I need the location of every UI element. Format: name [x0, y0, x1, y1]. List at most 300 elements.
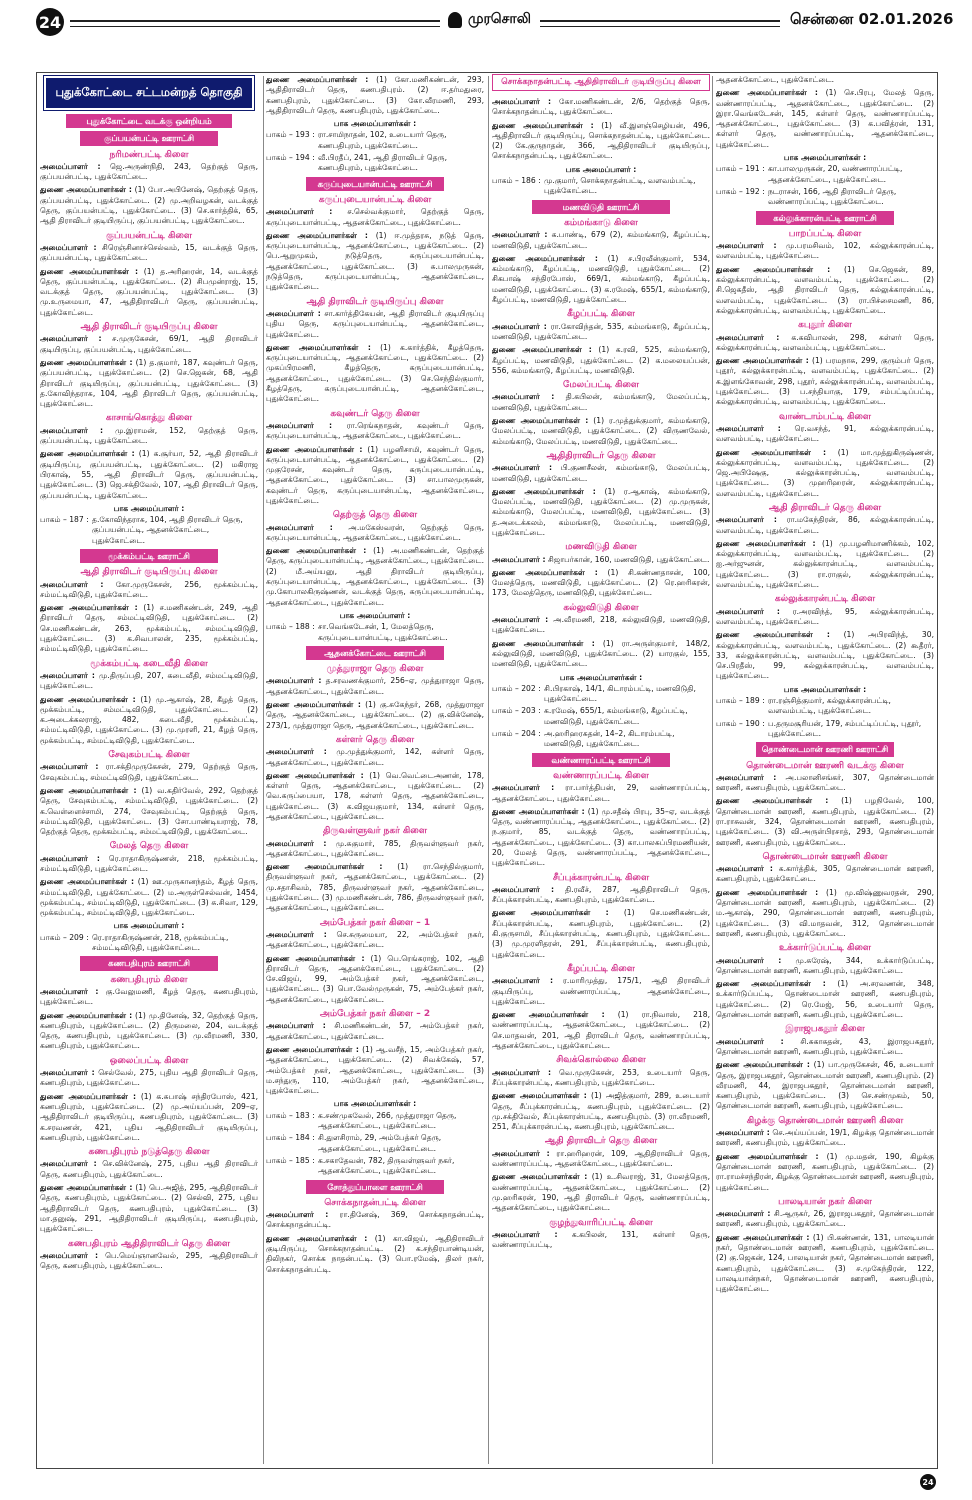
role-label: துணை அமைப்பாளர்கள் : [40, 266, 138, 276]
organiser-entry [266, 676, 484, 697]
branch-heading: நரிமண்பட்டி கிளை [109, 149, 189, 160]
column-divider [488, 76, 489, 1464]
organiser-entry [40, 1011, 258, 1052]
role-label: அமைப்பாளர் : [716, 332, 780, 342]
role-label: அமைப்பாளர் : [40, 579, 104, 589]
booth-number: பாகம் – 191 : [716, 164, 765, 174]
role-label: அமைப்பாளர் : [40, 1250, 99, 1260]
person-details: சா.வெங்கடேசன், 1, மேலத்தெரு, கருப்புடையான்பட்டி, புதுக்கோட்டை. [318, 622, 448, 642]
person-details: (1) பெ.ரெங்கராஜ், 102, ஆதி திராவிடர் தெரு, ஆதனக்கோட்டை, புதுக்கோட்டை. (2) சே.விஜய், 99, அம்பேத்கர் நகர், ஆதனக்கோட்டை, புதுக்கோட்டை. (3) பொ.வேல்முருகன், 75, அம்பேத்கர் நகர், ஆதனக்கோட்டை, புதுக்கோட்டை. [266, 953, 484, 1004]
branch-heading: கணபதிபுரம் கிளை [110, 974, 188, 985]
person-details: ரா.மகேந்திரன், 86, கல்லுக்காரன்பட்டி, வளவம்பட்டி, புதுக்கோட்டை. [716, 515, 934, 535]
branch-heading: ஆதி திராவிடர் குடியிருப்பு கிளை [80, 567, 218, 578]
person-details: (1) வீ.இளஞ்செழியன், 496, ஆதிதிராவிடர் குடியிருப்பு, சொக்கநாதன்பட்டி, புதுக்கோட்டை. (2) கே.குருநாதன், 366, ஆதிதிராவிடர் குடியிருப்பு, சொக்கநாதன்பட்டி, புதுக்கோட்டை. [492, 120, 710, 161]
role-label: துணை அமைப்பாளர்கள் : [492, 1091, 587, 1101]
booth-entry [492, 706, 710, 727]
organiser-entry [492, 416, 710, 447]
branch-heading: மூக்கம்பட்டி கடைவீதி கிளை [90, 658, 208, 669]
organiser-entry [492, 555, 710, 565]
branch-heading: ஆதி திராவிடர் குடியிருப்பு கிளை [306, 296, 444, 307]
person-details: ப.தருமசூரியன், 179, சம்பட்டிப்பட்டி, புதூர், புதுக்கோட்டை. [768, 718, 922, 738]
organiser-entry [716, 979, 934, 1020]
role-label: அமைப்பாளர் : [716, 515, 777, 525]
role-label: துணை அமைப்பாளர்கள் : [266, 342, 371, 352]
person-details: (1) அ.மணிகண்டன், தெற்குத் தெரு, கருப்புடையான்பட்டி, ஆதனக்கோட்டை, புதுக்கோட்டை. (2) மீ.அய்யனு, ஆதி திராவிடர் குடியிருப்பு, கருப்புடையான்பட்டி, ஆதனக்கோட்டை, புதுக்கோட்டை. (3) மு.கோபாலகிருஷ்ணன், வடக்குத் தெரு, கருப்புடையான்பட்டி, ஆதனக்கோட்டை, புதுக்கோட்டை. [266, 546, 484, 607]
person-details: க.பாண்டி, 679 (2), கம்மங்காடு, கீழப்பட்டி, மணவிடுதி, புதுக்கோட்டை. [492, 230, 710, 250]
organiser-entry [40, 162, 258, 183]
organiser-entry [266, 309, 484, 340]
booth-entry [40, 933, 258, 954]
role-label: அமைப்பாளர் : [716, 423, 781, 433]
person-details: ரா.கோவிந்தன், 535, கம்மங்காடு, கீழப்பட்டி, மணவிடுதி, புதுக்கோட்டை. [492, 321, 710, 341]
role-label: துணை அமைப்பாளர்கள் : [40, 185, 132, 195]
booth-number: பாகம் – 194 : [266, 153, 315, 163]
person-details: ஆதனக்கோட்டை, புதுக்கோட்டை. [716, 75, 835, 84]
organiser-entry [492, 322, 710, 343]
person-details: சி.ஆருகர், 26, இராஜபகதூர், தொண்டைமான் ஊரணி, கணபதிபுரம், புதுக்கோட்டை. [716, 1209, 934, 1229]
person-details: (1) கோ.மணிகண்டன், 293, ஆதிதிராவிடர் தெரு, கணபதிபுரம். (2) ஈ.தர்மதுரை, கணபதிபுரம், புதுக்கோட்டை. (3) கோ.வீரமணி, 293, ஆதிதிராவிடர் தெரு, கணபதிபுரம், புதுக்கோட்டை. [266, 75, 484, 115]
role-label: அமைப்பாளர் : [492, 615, 549, 625]
person-details: (1) க.சூர்யா, 52, ஆதி திராவிடர் குடியிருப்பு, குப்பயன்பட்டி, புதுக்கோட்டை. (2) மகிராஜ பிரகாஷ், 55, ஆதி திராவிடர் தெரு, குப்பயன்பட்டி, புதுக்கோட்டை. (3) ஜெ.சக்திவேல், 107, ஆதி திராவிடர் தெரு, குப்பயன்பட்டி, புதுக்கோட்டை. [40, 449, 258, 500]
person-details: (1) க.சுபாஷ் சந்திரபோஸ், 421, கணபதிபுரம், புதுக்கோட்டை. (2) மு.அய்யப்பன், 209–ஏ, ஆதிதிராவிடர் குடியிருப்பு, கணபதிபுரம், புதுக்கோட்டை. (3) க.சரவணன், 421, புதிய ஆதிதிராவிடர் குடியிருப்பு, கணபதிபுரம், புதுக்கோட்டை. [40, 1091, 258, 1142]
organiser-entry [492, 885, 710, 906]
person-details: க.சகாதேவன், 782, திருவள்ளுவர் நகர், ஆதனக்கோட்டை, புதுக்கோட்டை. [318, 1155, 455, 1176]
role-label: அமைப்பாளர் : [40, 334, 102, 344]
person-details: (1) க.கார்த்திக், கீழத்தெரு, கருப்புடையான்பட்டி, ஆதனக்கோட்டை, புதுக்கோட்டை. (2) முகப்பிரமணி, கீழத்தெரு, கருப்புடையான்பட்டி, ஆதனக்கோட்டை, புதுக்கோட்டை. (3) செ.செந்தில்குமார், கீழத்தெரு, கருப்புடையான்பட்டி, ஆதனக்கோட்டை, புதுக்கோட்டை. [266, 342, 484, 404]
person-details: ர.அரவிந்த், 95, கல்லுக்காரன்பட்டி, வளவம்பட்டி, புதுக்கோட்டை. [716, 606, 934, 626]
organiser-entry [716, 1209, 934, 1230]
organiser-entry [716, 773, 934, 794]
person-details: நடராசன், 166, ஆதி திராவிடர் தெரு, வண்ணாரப்பட்டி, புதுக்கோட்டை. [768, 186, 897, 207]
role-label: துணை அமைப்பாளர்கள் : [266, 1233, 368, 1243]
person-details: (1) ச.பிரவீன்குமார், 534, கம்மங்காடு, கீழப்பட்டி, மணவிடுதி, புதுக்கோட்டை. (2) சிகபாஷ் சந்திரபோஸ், 669/1, கம்மங்காடு, கீழப்பட்டி, மணவிடுதி, புதுக்கோட்டை. (3) க.ரமேஷ், 655/1, கம்மங்காடு, கீழப்பட்டி, மணவிடுதி, புதுக்கோட்டை. [492, 253, 710, 305]
person-details: ரா.தினேஷ், 369, சொக்கநாதன்பட்டி, சொக்கநாதன்பட்டி. [266, 1210, 484, 1230]
role-label: துணை அமைப்பாளர்கள் : [40, 785, 137, 795]
person-details: (1) உ.சிவராஜ், 31, மேலத்தெரு, வண்ணாரப்பட்டி, ஆதனக்கோட்டை, புதுக்கோட்டை. (2) மு.ஹரிகரன், 190, ஆதி திராவிடர் தெரு, வண்ணாரப்பட்டி, ஆதனக்கோட்டை, புதுக்கோட்டை. [492, 1172, 710, 1213]
organiser-entry [492, 1068, 710, 1089]
organiser-entry [492, 1149, 710, 1170]
branch-heading: திருவள்ளுவர் நகர் கிளை [323, 826, 427, 837]
organiser-entry [716, 356, 934, 407]
booth-entry [266, 130, 484, 151]
person-details: மு.குமார், சொக்கநாதன்பட்டி, வளவம்பட்டி, புதுக்கோட்டை. [544, 176, 696, 196]
person-details: (1) மு.தினேஷ், 32, தெற்குத் தெரு, கணபதிபுரம், புதுக்கோட்டை. (2) திருமலை, 204, வடக்குத் தெரு, கணபதிபுரம், புதுக்கோட்டை. (3) மு.வீரமணி, 330, கணபதிபுரம், புதுக்கோட்டை. [40, 1010, 258, 1051]
organiser-entry [492, 121, 710, 162]
column-3 [492, 74, 710, 1464]
branch-heading: ஆதி திராவிடர் தெரு கிளை [544, 1136, 658, 1147]
booth-number: பாகம் – 209 : [40, 932, 89, 942]
organiser-entry [266, 700, 484, 731]
organiser-entry [40, 854, 258, 875]
branch-heading: அம்பேத்கர் நகர் கிளை – 2 [319, 1009, 431, 1020]
organiser-entry [266, 75, 484, 116]
branch-heading: கணபதிபுரம் ஆதிதிராவிடர் தெரு கிளை [67, 1238, 231, 1249]
role-label: அமைப்பாளர் : [492, 321, 547, 331]
branch-heading: முத்துராஜா தெரு கிளை [326, 664, 424, 675]
role-label: துணை அமைப்பாளர்கள் : [266, 770, 364, 780]
column-body [40, 114, 258, 1271]
person-details: செ.விக்னேஷ், 275, புதிய ஆதி திராவிடர் தெரு, கணபதிபுரம், புதுக்கோட்டை. [40, 1159, 258, 1179]
role-label: அமைப்பாளர் : [40, 161, 101, 171]
role-label: துணை அமைப்பாளர்கள் : [40, 1091, 137, 1101]
organiser-entry [716, 241, 934, 262]
booth-organisers-heading: பாக அமைப்பாளர்கள் : [333, 119, 417, 129]
person-details: அ.ஹரிஹரசுதன், 14–2, கிடாரம்பட்டி, மணவிடுதி, புதுக்கோட்டை. [544, 729, 675, 749]
person-details: மு.இராமன், 152, தெற்குத் தெரு, குப்பயன்பட்டி, புதுக்கோட்டை. [40, 425, 258, 446]
booth-number: பாகம் – 202 : [492, 683, 541, 693]
column-1 [40, 74, 258, 1464]
column-divider [712, 76, 713, 1464]
role-label: துணை அமைப்பாளர்கள் : [40, 357, 133, 367]
branch-heading: காசாங்கொத்து கிளை [105, 413, 193, 424]
person-details: ரெ.ராதாகிருஷ்ணன், 218, மூக்கம்பட்டி, சம்மட்டிவிடுதி, புதுக்கோட்டை. [92, 932, 229, 953]
person-details: அ.மகேஸ்வரன், தெற்குத் தெரு, கருப்புடையான்பட்டி, ஆதனக்கோட்டை, புதுக்கோட்டை. [266, 522, 484, 542]
organiser-entry [40, 267, 258, 318]
organiser-entry [266, 421, 484, 442]
branch-heading: கவுண்டர் தெரு கிளை [330, 408, 420, 419]
role-label: துணை அமைப்பாளர்கள் : [492, 806, 585, 816]
organiser-entry [40, 358, 258, 409]
booth-number: பாகம் – 184 : [266, 1133, 315, 1143]
panchayat-heading: மணவிடுதி ஊராட்சி [532, 200, 670, 214]
branch-heading: பாறப்பட்டி கிளை [788, 228, 862, 239]
column-2 [266, 74, 484, 1464]
role-label: துணை அமைப்பாளர்கள் : [492, 908, 609, 918]
booth-number: பாகம் – 193 : [266, 130, 315, 140]
role-label: அமைப்பாளர் : [40, 1068, 95, 1078]
role-label: துணை அமைப்பாளர்கள் : [40, 449, 135, 459]
person-details: மு.சுகுமார், 785, திருவள்ளுவர் நகர், ஆதனக்கோட்டை, புதுக்கோட்டை. [266, 838, 484, 858]
role-label: துணை அமைப்பாளர்கள் : [40, 694, 136, 704]
role-label: அமைப்பாளர் : [716, 955, 782, 965]
branch-heading: சேவுகம்பட்டி கிளை [108, 750, 190, 761]
role-label: அமைப்பாளர் : [492, 392, 555, 402]
person-details: (1) ர.ஆகாஷ், கம்மங்காடு, மேலப்பட்டி, மணவிடுதி, புதுக்கோட்டை. (2) மு.முருகன், கம்மங்காடு, மேலப்பட்டி, மணவிடுதி, புதுக்கோட்டை. (3) த.அடைக்கலம், கம்மங்காடு, மேலப்பட்டி, மணவிடுதி, புதுக்கோட்டை. [492, 486, 710, 537]
organiser-entry [40, 1159, 258, 1180]
booth-entry [716, 164, 934, 185]
organiser-entry [40, 185, 258, 226]
person-details: (1) பி.கண்ணன், 131, பாலடியான் நகர், தொண்டைமான் ஊரணி, கணபதிபுரம், புதுக்கோட்டை. (2) கு.ஜெகன், 124, பாலடியான் நகர், தொண்டைமான் ஊரணி, கணபதிபுரம், புதுக்கோட்டை. (3) ச.முகேந்திரன், 122, பாலடியான்நகர், தொண்டைமான் ஊரணி, கணபதிபுரம், புதுக்கோட்டை. [716, 1232, 934, 1294]
person-details: ரா.ரெங்கநாதன், கவுண்டர் தெரு, கருப்புடையான்பட்டி, ஆதனக்கோட்டை, புதுக்கோட்டை. [266, 420, 484, 441]
paper-logo [448, 11, 531, 29]
person-details: மு.சுரேஷ், 344, உக்கார்டுப்பட்டி, தொண்டைமான் ஊரணி, கணபதிபுரம், புதுக்கோட்டை. [716, 955, 934, 975]
person-details: ரா.ஹரிஹரன், 109, ஆதிதிராவிடர் தெரு, வண்ணாரப்பட்டி, ஆதனக்கோட்டை, புதுக்கோட்டை. [492, 1148, 710, 1169]
organiser-entry [266, 207, 484, 228]
organiser-entry [492, 1010, 710, 1051]
organiser-entry [40, 671, 258, 692]
role-label: அமைப்பாளர் : [266, 207, 333, 217]
organiser-entry [40, 762, 258, 783]
organiser-entry [492, 254, 710, 305]
booth-number: பாகம் – 203 : [492, 706, 541, 716]
organiser-entry [40, 877, 258, 918]
booth-number: பாகம் – 187 : [40, 515, 89, 525]
branch-heading: ஆதிதிராவிடர் தெரு கிளை [546, 450, 656, 461]
branch-heading: கள்ளர் தெரு கிளை [335, 734, 415, 745]
organiser-entry [266, 954, 484, 1005]
person-details: செல்வேல், 275, புதிய ஆதி திராவிடர் தெரு, கணபதிபுரம், புதுக்கோட்டை. [40, 1068, 258, 1088]
role-label: அமைப்பாளர் : [492, 554, 546, 564]
person-details: த.கோவிந்தராசு, 104, ஆதி திராவிடர் தெரு, குப்பயன்பட்டி, ஆதனக்கோட்டை, புதுக்கோட்டை. [92, 515, 243, 545]
branch-heading: குழந்துவாரிப்பட்டி கிளை [549, 1217, 653, 1228]
organiser-entry [492, 230, 710, 251]
role-label: அமைப்பாளர் : [40, 986, 99, 996]
organiser-entry [40, 1183, 258, 1234]
person-details: (1) பா.முருகேசன், 46, உடையார் தெரு, இராஜபகதூர், தொண்டைமான் ஊரணி, கணபதிபுரம். (2) வீரமணி, 44, இராஜபகதூர், தொண்டைமான் ஊரணி, கணபதிபுரம், புதுக்கோட்டை. (3) செ.சண்முகம், 50, தொண்டைமான் ஊரணி, கணபதிபுரம், புதுக்கோட்டை. [716, 1060, 934, 1111]
role-label: அமைப்பாளர் : [492, 97, 552, 106]
branch-heading: தொண்டைமான் ஊரணி கிளை [762, 851, 888, 862]
role-label: துணை அமைப்பாளர்கள் : [716, 447, 827, 457]
booth-organisers-heading: பாக அமைப்பாளர்கள் : [783, 153, 867, 163]
organiser-entry [40, 1092, 258, 1143]
booth-entry [266, 153, 484, 174]
booth-number: பாகம் – 192 : [716, 186, 765, 196]
role-label: அமைப்பாளர் : [492, 976, 554, 986]
page-number-badge: 24 [36, 8, 64, 36]
person-details: ரெ.வசந்த், 91, கல்லுக்காரன்பட்டி, வளவம்பட்டி, புதுக்கோட்டை. [716, 423, 934, 444]
person-details: (1) த.அரிஹரன், 14, வடக்குத் தெரு, குப்பயன்பட்டி, புதுக்கோட்டை. (2) சிபமுன்ராஜ், 15, வடக்குத் தெரு, குப்பயன்பட்டி, புதுக்கோட்டை. (3) மு.உருமையா, 47, ஆதிதிராவிடர் தெரு, குப்பயன்பட்டி, புதுக்கோட்டை. [40, 266, 258, 317]
person-details: சி.துளசிராம், 29, அம்பேத்கர் தெரு, ஆதனக்கோட்டை, புதுக்கோட்டை. [318, 1133, 442, 1153]
person-details: சா.கார்த்திகேயன், ஆதி திராவிடர் குடியிருப்பு புதிய தெரு, கருப்புடையான்பட்டி, ஆதனக்கோட்டை, புதுக்கோட்டை. [266, 308, 484, 339]
person-details: சி.சுகாசுதன், 43, இராஜபகதூர், தொண்டைமான் ஊரணி, கணபதிபுரம், புதுக்கோட்டை. [716, 1036, 934, 1056]
person-details: (1) பழநிவேல், 100, தொண்டைமான் ஊரணி, கணபதிபுரம், புதுக்கோட்டை. (2) ரா.ராசுவன், 324, தொண்டைமான் ஊரணி, கணபதிபுரம், புதுக்கோட்டை. (3) வி.அருள்பிரசாத், 293, தொண்டைமான் ஊரணி, கணபதிபுரம், புதுக்கோட்டை. [716, 796, 934, 847]
person-details: (1) கா.விஜய், ஆதிதிராவிடர் குடியிருப்பு, சொக்கநாதன்பட்டி. (2) க.சந்திரபாண்டியன், திலிநகர், சொக்க நாதன்பட்டி. (3) பொ.ரமேஷ், திலர் நகர், சொக்கநாதன்பட்டி. [266, 1233, 484, 1274]
person-details: ரெ.ராதாகிருஷ்ணன், 218, மூக்கம்பட்டி, சம்மட்டிவிடுதி, புதுக்கோட்டை. [40, 853, 258, 873]
organiser-entry [492, 463, 710, 484]
booth-entry [716, 696, 934, 717]
organiser-entry [266, 1021, 484, 1042]
branch-heading: கிழக்கு தொண்டைமான் ஊரணி கிளை [746, 1115, 904, 1126]
branch-heading: மணவிடுதி கிளை [565, 542, 637, 553]
role-label: அமைப்பாளர் : [716, 606, 780, 616]
booth-entry [266, 1156, 484, 1177]
role-label: துணை அமைப்பாளர்கள் : [266, 1044, 359, 1054]
booth-organisers-heading: பாக அமைப்பாளர் : [339, 610, 411, 620]
person-details: க.கார்த்திக், 305, தொண்டைமான் ஊரணி, கணபதிபுரம், புதுக்கோட்டை. [716, 864, 934, 884]
person-details: தி.ரவீச், 287, ஆதிதிராவிடர் தெரு, சீப்புக்காரன்பட்டி, கணபதிபுரம், புதுக்கோட்டை. [492, 884, 710, 905]
panchayat-heading: வண்ணாரப்பட்டி ஊராட்சி [532, 753, 670, 767]
organiser-entry [716, 864, 934, 885]
role-label: துணை அமைப்பாளர்கள் : [716, 88, 818, 98]
person-details: ச.முருகேசன், 69/1, ஆதி திராவிடர் குடியிருப்பு, குப்பயன்பட்டி, புதுக்கோட்டை. [40, 334, 258, 354]
role-label: துணை அமைப்பாளர்கள் : [492, 120, 594, 130]
footer-page-number: 24 [920, 1474, 936, 1490]
organiser-entry [40, 580, 258, 601]
organiser-entry [716, 607, 934, 628]
role-label: அமைப்பாளர் : [266, 929, 327, 939]
person-details: (1) மு.சதீஷ் பிரபு, 35–ஏ, வடக்குத் தெரு, வண்ணாரப்பட்டி, ஆதனக்கோட்டை, புதுக்கோட்டை. (2) ந.குமார், 85, வடக்குத் தெரு, வண்ணாரப்பட்டி, ஆதனக்கோட்டை, புதுக்கோட்டை. (3) கா.பாலசுப்பிரமணியன், 20, மேலத் தெரு, வண்ணாரப்பட்டி, ஆதனக்கோட்டை, புதுக்கோட்டை. [492, 806, 710, 868]
person-details: கோ.முருகேசன், 256, மூக்கம்பட்டி, சம்மட்டிவிடுதி, புதுக்கோட்டை. [40, 579, 258, 599]
role-label: துணை அமைப்பாளர்கள் : [266, 444, 363, 454]
role-label: துணை அமைப்பாளர்கள் : [716, 538, 816, 548]
person-details: (1) ஆ.வசீந், 15, அம்பேத்கர் நகர், ஆதனக்கோட்டை, புதுக்கோட்டை. (2) சிவக்கேஷ், 57, அம்பேத்கர் நகர், ஆதனக்கோட்டை, புதுக்கோட்டை. (3) ம.சந்துரு, 110, அம்பேத்கர் நகர், ஆதனக்கோட்டை, புதுக்கோட்டை. [266, 1044, 484, 1096]
person-details: (1) ரா.நிவாஸ், 218, வண்ணாரப்பட்டி, ஆதனக்கோட்டை, புதுக்கோட்டை. (2) செ.மாதவன், 201, ஆதி திராவிடர் தெரு, வண்ணாரப்பட்டி, ஆதனக்கோட்டை, புதுக்கோட்டை. [492, 1010, 710, 1051]
person-details: க.ரமேஷ், 655/1, கம்மங்காடு, கீழப்பட்டி, மணவிடுதி, புதுக்கோட்டை. [544, 706, 688, 726]
organiser-entry [492, 976, 710, 1007]
organiser-entry [492, 487, 710, 538]
branch-heading: குப்பயன்பட்டி கிளை [106, 230, 192, 241]
role-label: துணை அமைப்பாளர்கள் : [716, 979, 826, 989]
role-label: அமைப்பாளர் : [492, 783, 555, 793]
branch-heading: கல்லுக்காரன்பட்டி கிளை [774, 594, 876, 605]
booth-entry [492, 684, 710, 705]
organiser-entry [716, 75, 934, 85]
organiser-entry [266, 771, 484, 822]
branch-heading: வாண்டாம்பட்டி கிளை [778, 411, 872, 422]
person-details: (1) மா.முத்துகிருஷ்ணன், கல்லுக்காரன்பட்டி, வளவம்பட்டி, புதுக்கோட்டை. (2) ஜெ.அபிஷேகு, கல்லுக்காரன்பட்டி, வளவம்பட்டி, புதுக்கோட்டை. (3) முஹரிஹரன், கல்லுக்காரன்பட்டி, வளவம்பட்டி, புதுக்கோட்டை. [716, 447, 934, 498]
organiser-entry [40, 1068, 258, 1089]
branch-heading: ஆதி திராவிடர் தெரு கிளை [768, 502, 882, 513]
branch-heading: சிவக்கொல்லை கிளை [556, 1055, 646, 1066]
role-label: துணை அமைப்பாளர்கள் : [492, 1010, 605, 1020]
organiser-entry [716, 1128, 934, 1149]
role-label: துணை அமைப்பாளர்கள் : [266, 862, 383, 872]
branch-heading: கருப்புடையான்பட்டி கிளை [318, 194, 432, 205]
person-details: (1) ச.மணிகண்டன், 249, ஆதி திராவிடர் தெரு, சம்மட்டிவிடுதி, புதுக்கோட்டை. (2) செ.மணிகண்டன், 263, மூக்கம்பட்டி, சம்மட்டிவிடுதி, புதுக்கோட்டை. (3) க.சிவபாலன், 235, மூக்கம்பட்டி, சம்மட்டிவிடுதி, புதுக்கோட்டை. [40, 603, 258, 654]
person-details: க.கபிலன், 131, கள்ளர் தெரு, வண்ணாரப்பட்டி, [492, 1229, 710, 1250]
booth-number: பாகம் – 186 : [492, 176, 541, 186]
person-details: (1) பழனிசாமி, கவுண்டர் தெரு, கருப்புடையான்பட்டி, ஆதனக்கோட்டை, புதுக்கோட்டை. (2) முகுரேசன், கவுண்டர் தெரு, கருப்புடையான்பட்டி, ஆதனக்கோட்டை, புதுக்கோட்டை. (3) சா.பாலமுருகன், கவுண்டர் தெரு, கருப்புடையான்பட்டி, ஆதனக்கோட்டை, புதுக்கோட்டை. [266, 444, 484, 505]
branch-heading: கம்மங்காடு கிளை [564, 217, 638, 228]
organiser-entry [716, 1233, 934, 1295]
person-details: அ.வீரமணி, 218, கல்லுவிடுதி, மணவிடுதி, புதுக்கோட்டை. [492, 615, 710, 635]
role-label: துணை அமைப்பாளர்கள் : [716, 1151, 819, 1161]
organiser-entry [492, 639, 710, 670]
person-details: (1) மு.மதன், 190, கிழக்கு தொண்டைமான் ஊரணி, கணபதிபுரம், புதுக்கோட்டை. (2) ரா.ராமச்சந்திரன், கிழக்கு தொண்டைமான் ஊரணி, கணபதிபுரம், புதுக்கோட்டை. [716, 1151, 934, 1192]
organiser-entry [716, 333, 934, 354]
role-label: துணை அமைப்பாளர்கள் : [492, 1172, 588, 1182]
role-label: துணை அமைப்பாளர்கள் : [716, 630, 830, 640]
role-label: துணை அமைப்பாளர்கள் : [492, 638, 595, 648]
role-label: அமைப்பாளர் : [266, 522, 333, 532]
organiser-entry [716, 448, 934, 499]
organiser-entry [266, 1234, 484, 1275]
organiser-entry [492, 392, 710, 413]
branch-heading: அம்பேத்கர் நகர் கிளை – 1 [319, 917, 431, 928]
role-label: அமைப்பாளர் : [40, 762, 99, 772]
role-label: துணை அமைப்பாளர்கள் : [266, 75, 369, 84]
organiser-entry [492, 1230, 710, 1251]
person-details: பி.குணசீலன், கம்மங்காடு, மேலப்பட்டி, மணவிடுதி, புதுக்கோட்டை. [492, 463, 710, 483]
person-details: (1) ரா.செந்தில்குமார், திருவள்ளுவர் நகர், ஆதனக்கோட்டை, புதுக்கோட்டை. (2) மு.சதாசிவம், 785, திருவள்ளுவர் நகர், ஆதனக்கோட்டை, புதுக்கோட்டை. (3) மு.மணிகண்டன், 786, திருவள்ளுவர் நகர், ஆதனக்கோட்டை, புதுக்கோட்டை. [266, 862, 484, 913]
masthead [0, 0, 972, 44]
branch-heading: மேலத் தெரு கிளை [109, 841, 189, 852]
person-details: (1) அஜித்குமார், 289, உடையார் தெரு, சீப்புக்காரன்பட்டி, கணபதிபுரம், புதுக்கோட்டை. (2) மு.சக்திவேல், சீப்புக்காரன்பட்டி, கணபதிபுரம். (3) ரா.வீரமணி, 251, சீப்புக்காரன்பட்டி, கணபதிபுரம், புதுக்கோட்டை. [492, 1091, 710, 1132]
organiser-entry [266, 839, 484, 860]
person-details: (1) மு.பழனிமாணிக்கம், 102, கல்லுக்காரன்பட்டி, வளவம்பட்டி, புதுக்கோட்டை. (2) ஐ.அர்ஜுனன், கல்லுக்காரன்பட்டி, வளவம்பட்டி, புதுக்கோட்டை. (3) ரா.ராகுல், கல்லுக்காரன்பட்டி, வளவம்பட்டி, புதுக்கோட்டை. [716, 538, 934, 590]
person-details: சிரெஞ்சினாச்செல்வம், 15, வடக்குத் தெரு, குப்பயன்பட்டி, புதுக்கோட்டை. [40, 242, 258, 263]
branch-heading: கபுதூர் கிளை [798, 320, 852, 331]
person-details: ரா.ரஞ்சித்குமார், கல்லுக்காரன்பட்டி, வளவம்பட்டி, புதுக்கோட்டை. [768, 696, 891, 716]
organiser-entry [40, 987, 258, 1008]
branch-heading: கணபதிபுரம் நடுத்தெரு கிளை [88, 1147, 210, 1158]
organiser-entry [492, 783, 710, 804]
paper-name: முரசொலி [468, 11, 531, 27]
role-label: துணை அமைப்பாளர்கள் : [716, 796, 829, 806]
role-label: துணை அமைப்பாளர்கள் : [492, 567, 598, 577]
organiser-entry [716, 88, 934, 150]
organiser-entry [266, 862, 484, 913]
organiser-entry [266, 1045, 484, 1096]
role-label: அமைப்பாளர் : [266, 747, 327, 757]
person-details: ர.மாரிமுத்து, 175/1, ஆதி திராவிடர் குடியிருப்பு, வண்ணாரப்பட்டி, ஆதனக்கோட்டை, புதுக்கோட்டை. [492, 976, 710, 1006]
person-details: சி.பிரகாஷ், 14/1, கிடாரம்பட்டி, மணவிடுதி, புதுக்கோட்டை. [544, 683, 696, 704]
booth-number: பாகம் – 188 : [266, 622, 315, 632]
role-label: அமைப்பாளர் : [492, 463, 552, 473]
panchayat-heading: தொண்டைமான் ஊரணி ஊராட்சி [756, 742, 894, 756]
organiser-entry [492, 568, 710, 599]
role-label: துணை அமைப்பாளர்கள் : [492, 416, 589, 426]
organiser-entry [266, 445, 484, 507]
organiser-entry [492, 1091, 710, 1132]
organiser-entry [40, 426, 258, 447]
branch-heading: சீப்புக்காரன்பட்டி கிளை [552, 872, 650, 883]
role-label: அமைப்பாளர் : [266, 308, 321, 318]
organiser-entry [40, 786, 258, 837]
branch-heading: வண்ணாரப்பட்டி கிளை [553, 770, 649, 781]
booth-entry [266, 622, 484, 643]
organiser-entry [716, 1060, 934, 1111]
person-details: ரா.பார்த்திபன், 29, வண்ணாரப்பட்டி, ஆதனக்கோட்டை, புதுக்கோட்டை. [492, 783, 710, 803]
booth-number: பாகம் – 183 : [266, 1110, 315, 1120]
role-label: துணை அமைப்பாளர்கள் : [716, 264, 831, 274]
person-details: செ.சுருமையா, 22, அம்பேத்கர் நகர், ஆதனக்கோட்டை, புதுக்கோட்டை. [266, 929, 484, 950]
organiser-entry [492, 908, 710, 959]
booth-organisers-heading: பாக அமைப்பாளர்கள் : [783, 684, 867, 694]
organiser-entry [716, 630, 934, 681]
organiser-entry [716, 265, 934, 316]
booth-organisers-heading: பாக அமைப்பாளர் : [565, 164, 637, 174]
role-label: அமைப்பாளர் : [716, 864, 773, 874]
person-details: (1) கு.சுகேந்தர், 268, முத்துராஜா தெரு, ஆதனக்கோட்டை, புதுக்கோட்டை. (2) கு.விக்னேஷ், 273/1, முத்துராஜா தெரு, ஆதனக்கோட்டை, புதுக்கோட்டை. [266, 700, 484, 730]
organiser-entry [716, 1152, 934, 1193]
organiser-entry [492, 97, 710, 118]
branch-heading: கல்லுவிடுதி கிளை [563, 602, 639, 613]
role-label: அமைப்பாளர் : [40, 242, 97, 252]
person-details: (1) வெ.வெட்டைஅணன், 178, கள்ளர் தெரு, ஆதனக்கோட்டை, புதுக்கோட்டை. (2) வெ.கருப்பையா, 178, கள்ளர் தெரு, ஆதனக்கோட்டை, புதுக்கோட்டை. (3) க.விஜயகுமார், 134, கள்ளர் தெரு, ஆதனக்கோட்டை, புதுக்கோட்டை. [266, 770, 484, 821]
person-details: த.சரவணக்குமார், 256–ஏ, முத்துராஜா தெரு, ஆதனக்கோட்டை, புதுக்கோட்டை. [266, 676, 484, 696]
person-details: (1) சி.கண்ணதாசன், 100, மேலத்தெரு, மணவிடுதி, புதுக்கோட்டை. (2) ரெ.ஹரிகரன், 173, மேலத்தெரு, மணவிடுதி, புதுக்கோட்டை. [492, 567, 710, 598]
booth-number: பாகம் – 190 : [716, 718, 765, 728]
role-label: அமைப்பாளர் : [40, 670, 95, 680]
person-details: ரா.சாமிநாதன், 102, உடையார் தெரு, கணபதிபுரம், புதுக்கோட்டை. [318, 130, 447, 150]
role-label: அமைப்பாளர் : [40, 1159, 97, 1169]
organiser-entry [716, 424, 934, 445]
organiser-entry [492, 807, 710, 869]
role-label: அமைப்பாளர் : [492, 1229, 558, 1239]
person-details: கு.வேலுமணி, கீழத் தெரு, கணபதிபுரம், புதுக்கோட்டை. [40, 986, 258, 1007]
person-details: (1) வ.கதிர்வேல், 292, தெற்குத் தெரு, சேவுகம்பட்டி, சம்மட்டிவிடுதி, புதுக்கோட்டை. (2) க.வெள்ளைச்சாமி, 274, சேவுகம்பட்டி, தெற்குத் தெரு, சம்மட்டிவிடுதி, புதுக்கோட்டை. (3) சோ.பாண்டியராஜ், 78, தெற்குத் தெரு, மூக்கம்பட்டி, சம்மட்டிவிடுதி, புதுக்கோட்டை. [40, 785, 258, 837]
person-details: (1) செ.பிரபு, மேலத் தெரு, வண்ணாரப்பட்டி, ஆதனக்கோட்டை, புதுக்கோட்டை. (2) இரா.வெங்கடேசன், 145, கள்ளர் தெரு, வண்ணாரப்பட்டி, ஆதனக்கோட்டை, புதுக்கோட்டை. (3) க.பவித்ரன், 131, கள்ளர் தெரு, வண்ணாரப்பட்டி, ஆதனக்கோட்டை, புதுக்கோட்டை. [716, 88, 934, 149]
person-details: ச.செல்வக்குமார், தெற்குத் தெரு, கருப்புடையான்பட்டி, ஆதனக்கோட்டை, புதுக்கோட்டை. [266, 207, 484, 227]
booth-entry [266, 1133, 484, 1154]
role-label: அமைப்பாளர் : [492, 1067, 552, 1077]
person-details: (1) மு.விஷ்ணுவரதன், 290, தொண்டைமான் ஊரணி, கணபதிபுரம், புதுக்கோட்டை. (2) ம.ஆகாஷ், 290, தொண்டைமான் ஊரணி, கணபதிபுரம், புதுக்கோட்டை. (3) வி.மாதவன், 312, தொண்டைமான் ஊரணி, கணபதிபுரம், புதுக்கோட்டை. [716, 887, 934, 938]
organiser-entry [716, 956, 934, 977]
branch-heading: தெற்குத் தெரு கிளை [332, 510, 418, 521]
booth-number: பாகம் – 189 : [716, 696, 765, 706]
branch-heading: ஒலைப்பட்டி கிளை [109, 1055, 189, 1066]
role-label: அமைப்பாளர் : [716, 772, 777, 782]
role-label: அமைப்பாளர் : [716, 1036, 784, 1046]
organiser-entry [716, 796, 934, 847]
booth-organisers-heading: பாக அமைப்பாளர் : [113, 921, 185, 931]
role-label: அமைப்பாளர் : [266, 1210, 329, 1220]
organiser-entry [716, 515, 934, 536]
panchayat-heading: சோத்துப்பாளை ஊராட்சி [306, 1180, 444, 1194]
person-details: சி.மணிகண்டன், 57, அம்பேத்கர் நகர், ஆதனக்கோட்டை, புதுக்கோட்டை. [266, 1021, 484, 1041]
person-details: அ.பலானிசங்கர், 307, தொண்டைமான் ஊரணி, கணபதிபுரம், புதுக்கோட்டை. [716, 772, 934, 793]
